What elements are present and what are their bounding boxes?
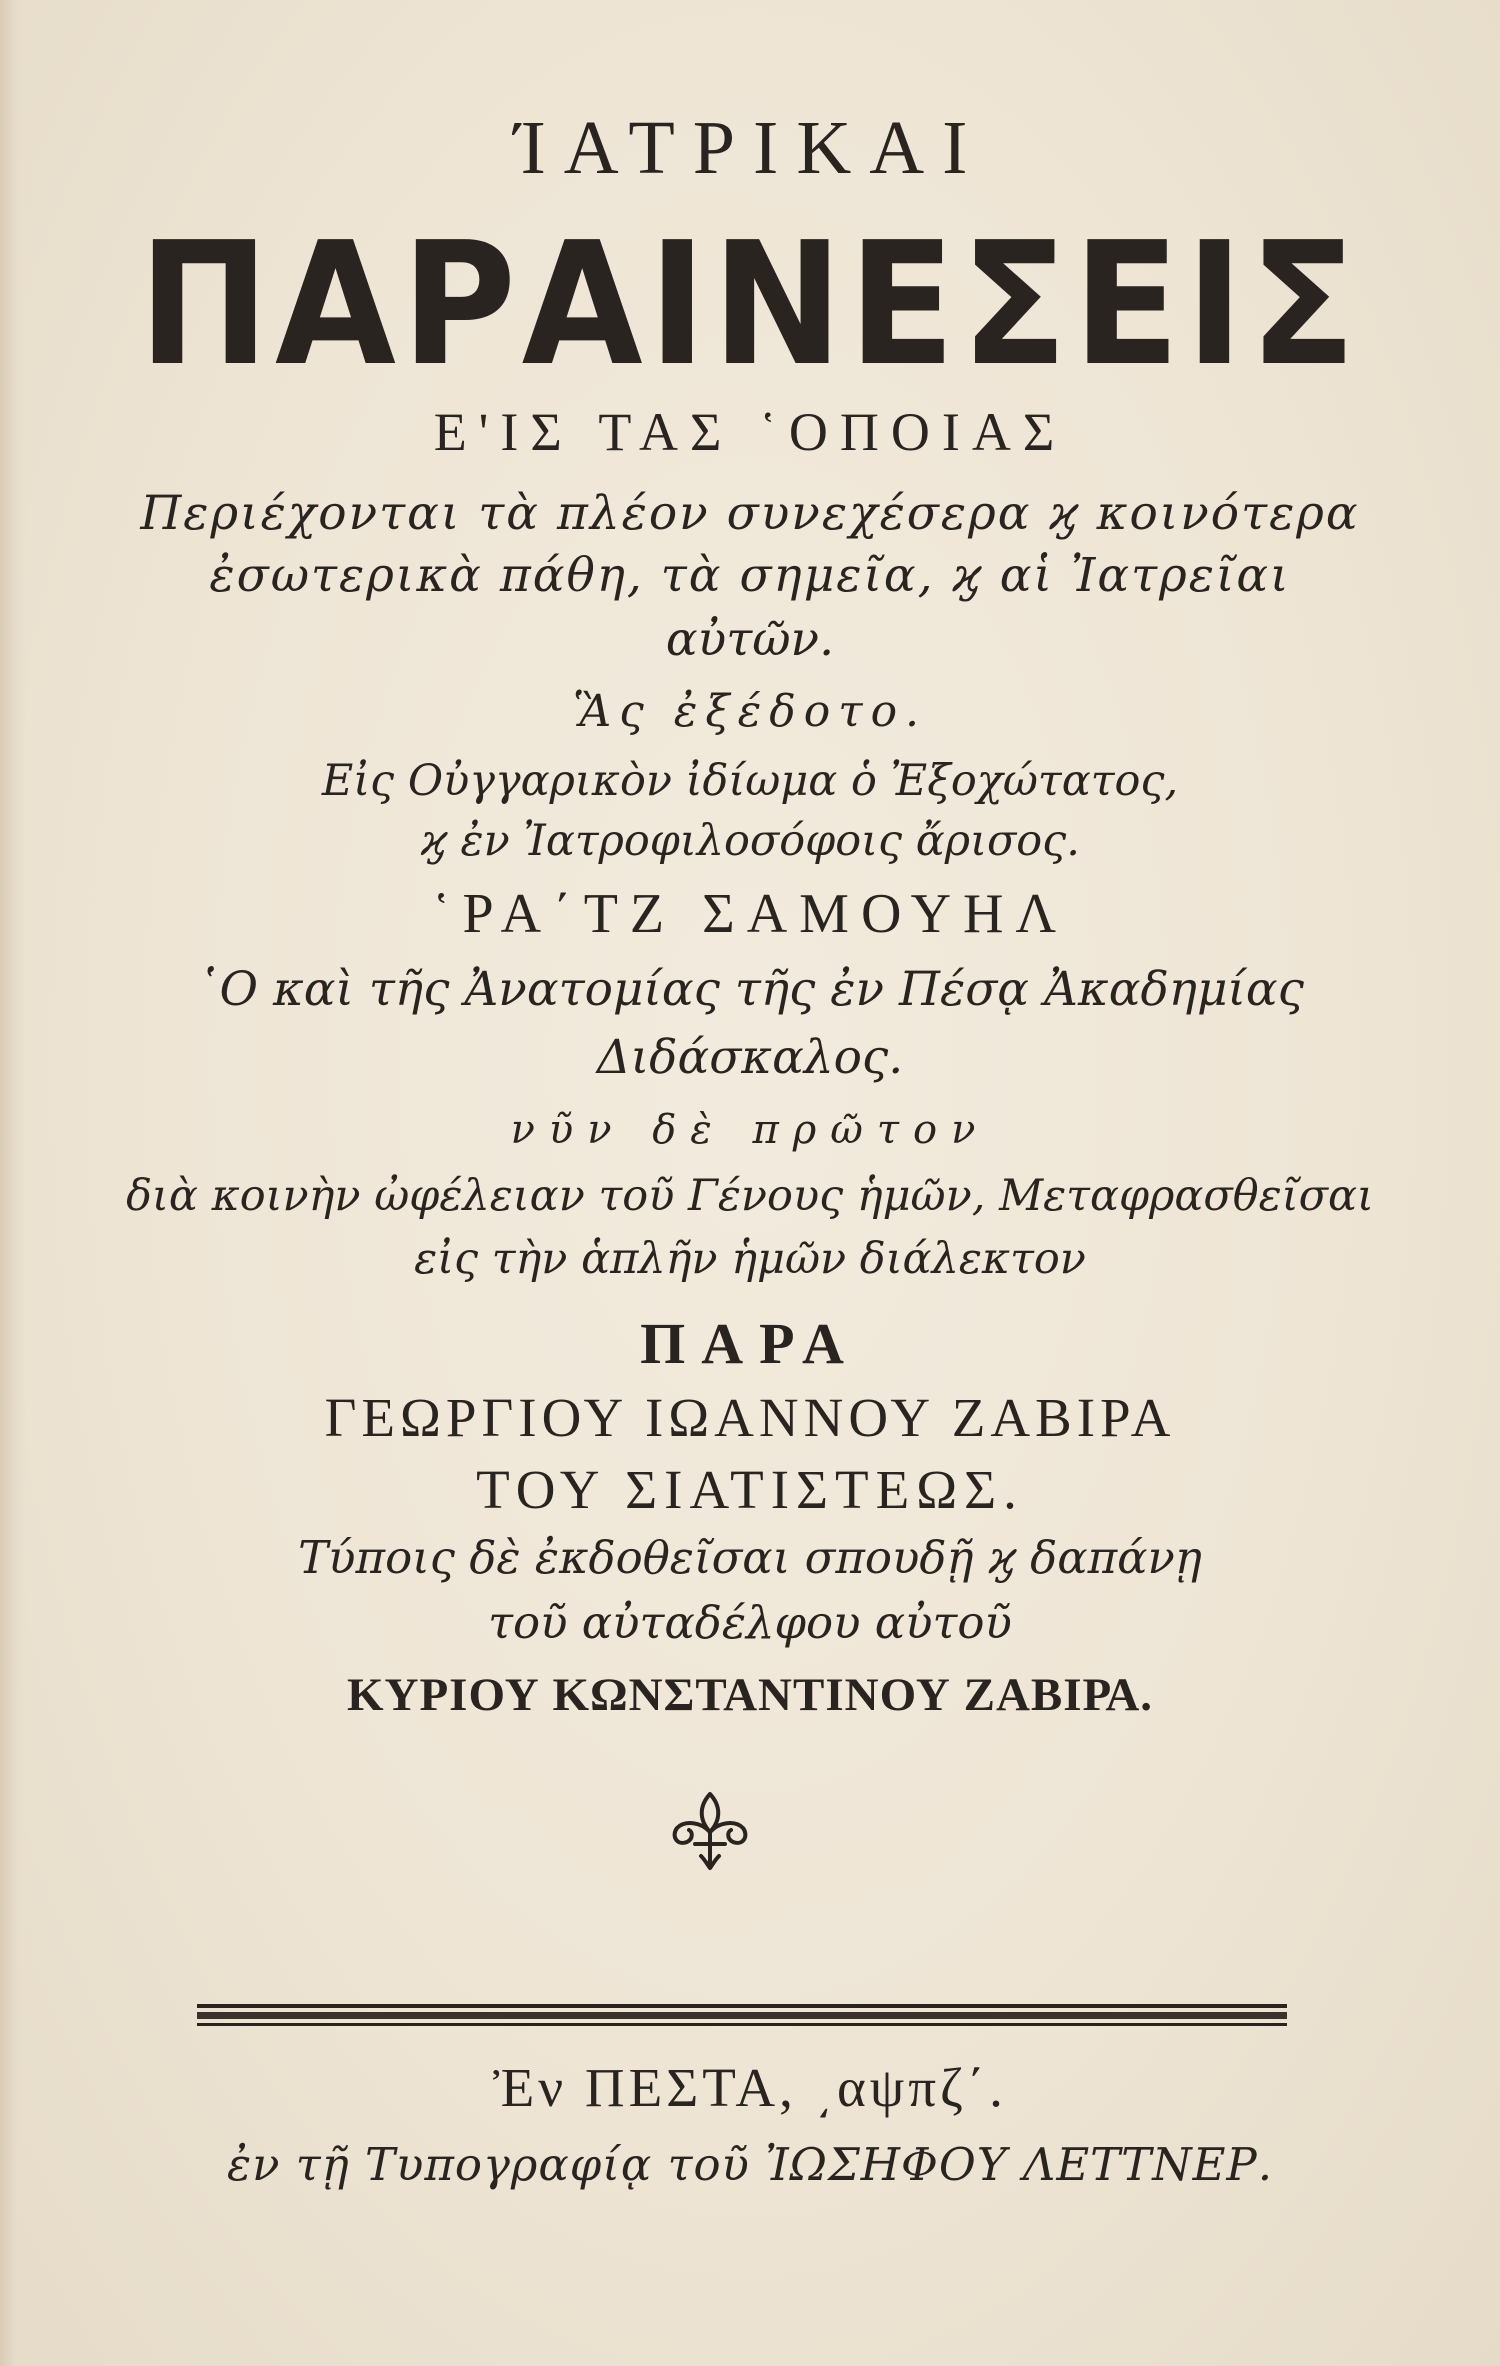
description-line-1: Περιέχονται τὰ πλέον συνεχέσερα ϗ κοινότερα bbox=[140, 486, 1360, 541]
translation-line-2: εἰς τὴν ἁπλῆν ἡμῶν διάλεκτον bbox=[414, 1234, 1086, 1284]
printing-line-1: Τύποις δὲ ἐκδοθεῖσαι σπουδῇ ϗ δαπάνῃ bbox=[298, 1531, 1202, 1584]
translator-origin: ΤΟΥ ΣΙΑΤΙΣΤΕΩΣ. bbox=[476, 1459, 1024, 1520]
printing-line-2: τοῦ αὐταδέλφου αὐτοῦ bbox=[488, 1596, 1012, 1649]
author-role-line-2: Διδάσκαλος. bbox=[596, 1030, 904, 1085]
now-first-line: νῦν δὲ πρῶτον bbox=[510, 1107, 990, 1153]
edition-line: Ἃς ἐξέδοτο. bbox=[572, 686, 928, 737]
ornamental-rule bbox=[197, 2002, 1287, 2028]
place-date-line: Ἐν ΠΕΣΤΑ, ͵αψπζ΄. bbox=[493, 2057, 1007, 2118]
author-role-line-1: ῾Ο καὶ τῆς Ἀνατομίας τῆς ἐν Πέσᾳ Ἀκαδημίας bbox=[196, 962, 1304, 1017]
title-line-1: ΊΑΤΡΙΚΑΙ bbox=[514, 106, 986, 190]
sponsor-name: ΚΥΡΙΟΥ ΚΩΝΣΤΑΝΤΙΝΟΥ ΖΑΒΙΡΑ. bbox=[346, 1669, 1154, 1721]
language-line-1: Εἰς Οὐγγαρικὸν ἰδίωμα ὁ Ἐξοχώτατος, bbox=[321, 756, 1179, 806]
description-line-3: αὐτῶν. bbox=[665, 612, 835, 667]
by-word: ΠΑΡΑ bbox=[640, 1311, 860, 1376]
translation-line-1: διὰ κοινὴν ὠφέλειαν τοῦ Γένους ἡμῶν, Μεταφρασθεῖσαι bbox=[126, 1171, 1374, 1221]
description-line-2: ἐσωτερικὰ πάθη, τὰ σημεῖα, ϗ αἱ Ἰατρεῖαι bbox=[209, 548, 1291, 603]
translator-name: ΓΕΩΡΓΙΟΥ ΙΩΑΝΝΟΥ ΖΑΒΙΡΑ bbox=[324, 1387, 1176, 1448]
title-line-3: Ε'ΙΣ ΤΑΣ ῾ΟΠΟΙΑΣ bbox=[433, 402, 1067, 462]
title-line-2: ΠΑΡΑΙΝΕΣΕΙΣ bbox=[138, 206, 1362, 404]
fleur-de-lis-icon bbox=[665, 1786, 755, 1876]
printer-line: ἐν τῇ Τυπογραφίᾳ τοῦ ἸΩΣΗΦΟΥ ΛΕΤΤΝΕΡ. bbox=[226, 2138, 1274, 2191]
author-name: ῾ΡΑ΄ΤΖ ΣΑΜΟΥΗΛ bbox=[431, 883, 1069, 945]
language-line-2: ϗ ἐν Ἰατροφιλοσόφοις ἄρισος. bbox=[420, 816, 1080, 866]
